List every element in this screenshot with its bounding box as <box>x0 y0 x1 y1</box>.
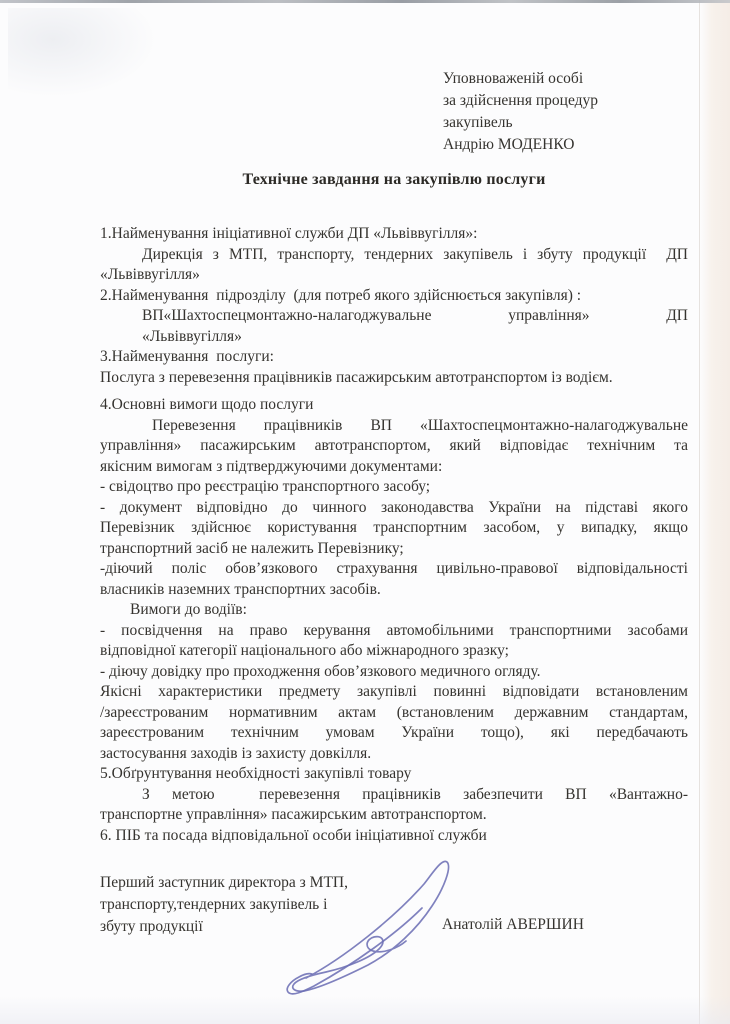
signature-position-line: транспорту,тендерних закупівель і <box>100 896 328 913</box>
text-line: «Львіввугілля» <box>142 327 242 345</box>
recipient-line: Уповноваженій особі <box>443 70 584 87</box>
text-line: Якісні характеристики предмету закупівлі повинні відповідати встановленим <box>100 683 688 700</box>
scan-top-edge-artifact <box>0 0 730 3</box>
text-line: 1.Найменування ініціативної служби ДП «Львіввугілля»: <box>100 225 478 242</box>
text-line: 2.Найменування підрозділу (для потреб якого здійснюється закупівля) : <box>100 286 582 304</box>
document-title: Технічне завдання на закупівлю послуги <box>242 171 546 188</box>
text-line: Перевезення працівників ВП «Шахтоспецмонтажно-налагоджувальне <box>152 416 688 434</box>
recipient-line: за здійснення процедур <box>443 92 599 109</box>
text-line: Перевізник здійснює користування транспортним засобом, у випадку, якщо <box>100 519 688 536</box>
text-line: - документ відповідно до чинного законодавства України на підставі якого <box>100 498 688 516</box>
recipient-line: Андрію МОДЕНКО <box>443 136 575 153</box>
recipient-line: закупівель <box>443 114 513 131</box>
scan-bottom-edge-shading <box>0 996 730 1024</box>
text-line: - свідоцтво про реєстрацію транспортного засобу; <box>100 478 431 495</box>
text-line: застосування заходів із захисту довкілля. <box>100 744 372 762</box>
text-line: /зареєстрованим нормативним актам (встановленим державним стандартам, <box>100 703 688 721</box>
text-line: зареєстрованим технічним умовам України тощо), які передбачають <box>100 724 688 741</box>
text-line: - посвідчення на право керування автомобільними транспортними засобами <box>100 621 688 639</box>
text-line: З метою перевезення працівників забезпечити ВП «Вантажно- <box>142 785 688 803</box>
document-body <box>100 224 688 846</box>
text-line: відповідної категорії національного або міжнародного зразку; <box>100 642 509 659</box>
text-line: 3.Найменування послуги: <box>100 348 274 365</box>
text-line: Послуга з перевезення працівників пасажирським автотранспортом із водієм. <box>100 368 613 386</box>
signature-position-block <box>100 872 348 938</box>
text-line: 5.Обґрунтування необхідності закупівлі товару <box>100 765 412 782</box>
text-line: 6. ПІБ та посада відповідальної особи ініціативної служби <box>100 826 487 844</box>
text-line: Дирекція з МТП, транспорту, тендерних закупівель і збуту продукції ДП <box>142 245 688 263</box>
scan-right-edge-shading <box>700 0 730 1024</box>
text-line: ВП«Шахтоспецмонтажно-налагоджувальне управління» ДП <box>142 307 688 324</box>
text-line: власників наземних транспортних засобів. <box>100 580 381 598</box>
signer-name: Анатолій АВЕРШИН <box>442 916 584 933</box>
text-line: -діючий поліс обов’язкового страхування цивільно-правової відповідальності <box>100 560 688 577</box>
recipient-block <box>443 68 598 156</box>
signature-position-line: збуту продукції <box>100 918 203 935</box>
signature-position-line: Перший заступник директора з МТП, <box>100 874 348 891</box>
text-line: транспортне управління» пасажирським автотранспортом. <box>100 806 487 823</box>
text-line: управління» пасажирським автотранспортом, який відповідає технічним та <box>100 437 688 454</box>
text-line: - діючу довідку про проходження обов’язкового медичного огляду. <box>100 662 541 680</box>
text-line: транспортний засіб не належить Перевізнику; <box>100 539 404 557</box>
scan-corner-smudge <box>8 8 158 98</box>
text-line: 4.Основні вимоги щодо послуги <box>100 396 314 413</box>
text-line: Вимоги до водіїв: <box>130 601 247 618</box>
scan-right-crease-line <box>699 0 700 1024</box>
text-line: «Львіввугілля» <box>100 266 200 283</box>
text-line: якісним вимогам з підтверджуючими документами: <box>100 457 443 475</box>
